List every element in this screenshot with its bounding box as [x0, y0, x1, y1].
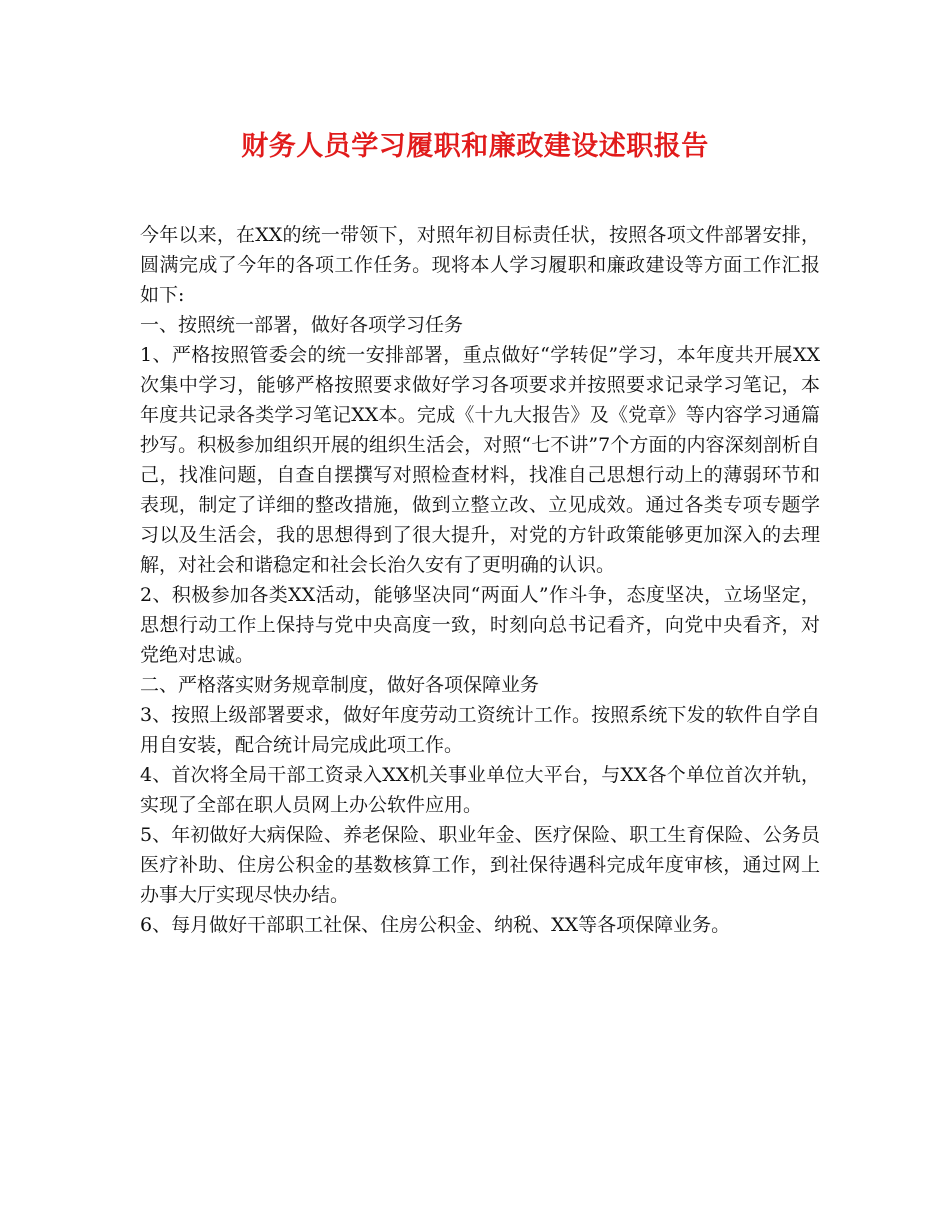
- item-paragraph-1: 1、严格按照管委会的统一安排部署，重点做好“学转促”学习，本年度共开展XX次集中学习，能够严格按照要求做好学习各项要求并按照要求记录学习笔记，本年度共记录各类学习笔记XX本。完成《十九大报告》及《党章》等内容学习通篇抄写。积极参加组织开展的组织生活会，对照“七不讲”7个方面的内容深刻剖析自己，找准问题，自查自摆撰写对照检查材料，找准自己思想行动上的薄弱环节和表现，制定了详细的整改措施，做到立整立改、立见成效。通过各类专项专题学习以及生活会，我的思想得到了很大提升，对党的方针政策能够更加深入的去理解，对社会和谐稳定和社会长治久安有了更明确的认识。: [140, 344, 820, 576]
- item-paragraph-6: 6、每月做好干部职工社保、住房公积金、纳税、XX等各项保障业务。: [140, 914, 731, 936]
- document-title: 财务人员学习履职和廉政建设述职报告: [241, 131, 709, 162]
- document-body: [140, 220, 820, 940]
- item-paragraph-3: 3、按照上级部署要求，做好年度劳动工资统计工作。按照系统下发的软件自学自用自安装，配合统计局完成此项工作。: [140, 704, 820, 756]
- item-paragraph-4: 4、首次将全局干部工资录入XX机关事业单位大平台，与XX各个单位首次并轨，实现了全部在职人员网上办公软件应用。: [140, 764, 820, 816]
- section-heading-2: 二、严格落实财务规章制度，做好各项保障业务: [140, 674, 540, 696]
- item-paragraph-2: 2、积极参加各类XX活动，能够坚决同“两面人”作斗争，态度坚决，立场坚定，思想行动工作上保持与党中央高度一致，时刻向总书记看齐，向党中央看齐，对党绝对忠诚。: [140, 584, 820, 666]
- item-paragraph-5: 5、年初做好大病保险、养老保险、职业年金、医疗保险、职工生育保险、公务员医疗补助、住房公积金的基数核算工作，到社保待遇科完成年度审核，通过网上办事大厅实现尽快办结。: [140, 824, 820, 906]
- section-heading-1: 一、按照统一部署，做好各项学习任务: [140, 314, 464, 336]
- intro-paragraph: 今年以来，在XX的统一带领下，对照年初目标责任状，按照各项文件部署安排，圆满完成了今年的各项工作任务。现将本人学习履职和廉政建设等方面工作汇报如下:: [140, 224, 820, 306]
